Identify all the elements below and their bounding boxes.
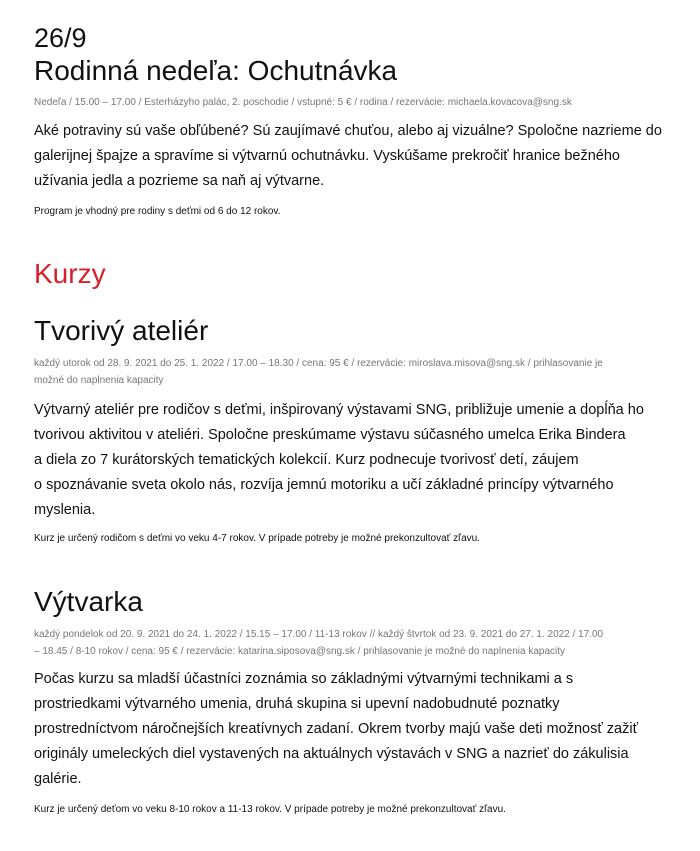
course-description-line: originály umeleckých diel vystavených na aktuálnych výstavách v SNG a nazrieť do zákulisia xyxy=(34,746,629,762)
course-description-line: prostredníctvom náročnejších kreatívnych zadaní. Okrem tvorby majú vaše deti možnosť zažiť xyxy=(34,721,639,737)
course-meta-line: – 18.45 / 8-10 rokov / cena: 95 € / rezervácie: katarina.siposova@sng.sk / prihlasovanie je možné do naplnenia kapacity xyxy=(34,646,566,657)
course-description-line: Výtvarný ateliér pre rodičov s deťmi, inšpirovaný výstavami SNG, približuje umenie a dopĺňa ho xyxy=(34,402,644,418)
course-description-line: Počas kurzu sa mladší účastníci zoznámia so základnými výtvarnými technikami a s xyxy=(34,671,574,687)
course-meta-vytvarka xyxy=(34,626,682,660)
course-description-line: myslenia. xyxy=(34,502,96,518)
course-title-vytvarka: Výtvarka xyxy=(34,586,143,617)
course-title-atelier: Tvorivý ateliér xyxy=(34,315,209,346)
course-meta-atelier xyxy=(34,355,682,389)
event-description xyxy=(34,119,684,194)
event-description-line: užívania jedla a pozrieme sa naň aj výtvarne. xyxy=(34,173,325,189)
course-meta-line: každý utorok od 28. 9. 2021 do 25. 1. 2022 / 17.00 – 18.30 / cena: 95 € / rezervácie: miroslava.misova@sng.sk / prihlasovanie je xyxy=(34,358,603,369)
event-note: Program je vhodný pre rodiny s deťmi od 6 do 12 rokov. xyxy=(34,206,281,217)
event-meta: Nedeľa / 15.00 – 17.00 / Esterházyho palác, 2. poschodie / vstupné: 5 € / rodina / rezervácie: michaela.kovacova@sng.sk xyxy=(34,97,572,108)
course-meta-line: možné do naplnenia kapacity xyxy=(34,375,164,386)
event-title: Rodinná nedeľa: Ochutnávka xyxy=(34,55,398,86)
course-note-atelier: Kurz je určený rodičom s deťmi vo veku 4-7 rokov. V prípade potreby je možné prekonzultovať zľavu. xyxy=(34,533,480,544)
course-description-atelier xyxy=(34,398,684,523)
event-date: 26/9 xyxy=(34,23,87,53)
course-description-line: prostriedkami výtvarného umenia, druhá skupina si upevní nadobudnuté poznatky xyxy=(34,696,560,712)
course-description-line: o spoznávanie sveta okolo nás, rozvíja jemnú motoriku a učí základné princípy výtvarného xyxy=(34,477,614,493)
event-description-line: galerijnej špajze a spravíme si výtvarnú ochutnávku. Vyskúšame prekročiť hranice bežného xyxy=(34,148,620,164)
course-description-line: a diela zo 7 kurátorských tematických kolekcií. Kurz podnecuje tvorivosť detí, záujem xyxy=(34,452,579,468)
course-description-vytvarka xyxy=(34,667,684,792)
section-heading-courses: Kurzy xyxy=(34,258,106,289)
event-description-line: Aké potraviny sú vaše obľúbené? Sú zaujímavé chuťou, alebo aj vizuálne? Spoločne nazrieme do xyxy=(34,123,662,139)
course-note-vytvarka: Kurz je určený deťom vo veku 8-10 rokov a 11-13 rokov. V prípade potreby je možné prekonzultovať zľavu. xyxy=(34,804,506,815)
course-description-line: tvorivou aktivitou v ateliéri. Spoločne preskúmame výstavu súčasného umelca Erika Bindera xyxy=(34,427,626,443)
course-description-line: galérie. xyxy=(34,771,82,787)
course-meta-line: každý pondelok od 20. 9. 2021 do 24. 1. 2022 / 15.15 – 17.00 / 11-13 rokov // každý štvrtok od 23. 9. 2021 do 27. 1. 2022 / 17.00 xyxy=(34,629,604,640)
